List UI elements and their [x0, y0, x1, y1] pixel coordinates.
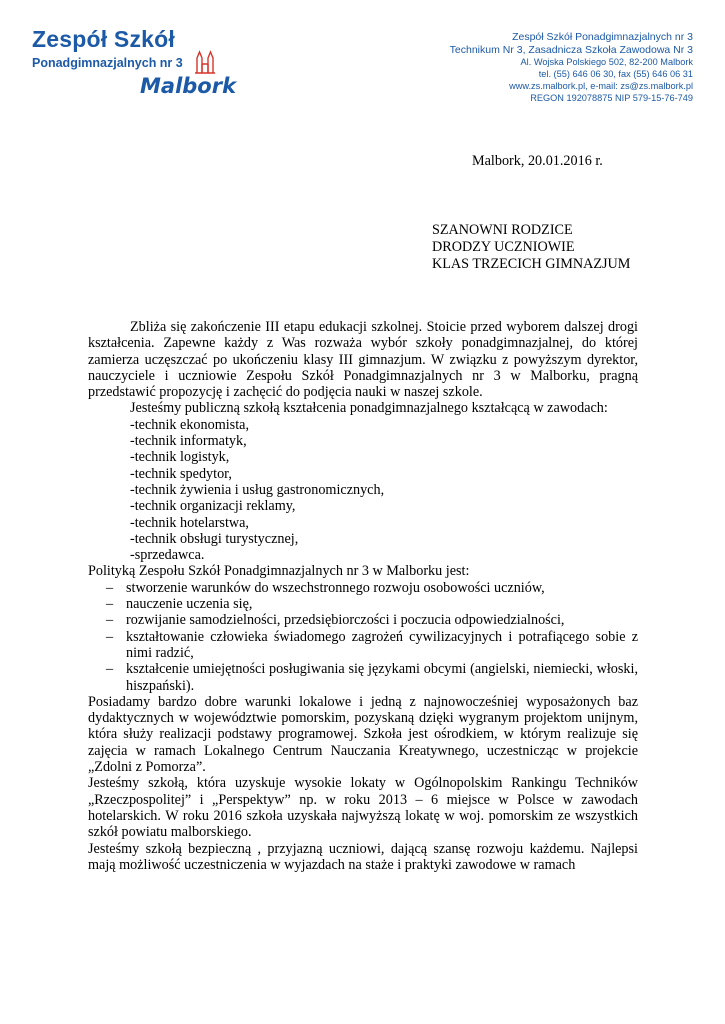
list-item — [88, 580, 638, 596]
list-item — [88, 629, 638, 662]
logo-city: Malbork — [140, 74, 237, 98]
logo-subtitle: Ponadgimnazjalnych nr 3 — [32, 56, 183, 70]
list-item — [88, 612, 638, 628]
header-address: Al. Wojska Polskiego 502, 82-200 Malbork — [520, 57, 693, 67]
salutation-line: SZANOWNI RODZICE — [432, 222, 573, 238]
castle-icon — [194, 48, 216, 74]
list-item: -technik organizacji reklamy, — [130, 498, 296, 515]
list-item: -technik spedytor, — [130, 465, 232, 482]
list-item-text: kształcenie umiejętności posługiwania się językami obcymi (angielski, niemiecki, włoski, hiszpański). — [126, 661, 638, 694]
dash-bullet: – — [106, 612, 114, 629]
salutation-line: DRODZY UCZNIOWIE — [432, 239, 575, 255]
header-school-units: Technikum Nr 3, Zasadnicza Szkoła Zawodowa Nr 3 — [449, 43, 693, 56]
policy-intro: Polityką Zespołu Szkół Ponadgimnazjalnych nr 3 w Malborku jest: — [88, 563, 470, 580]
list-item: -sprzedawca. — [130, 547, 205, 564]
list-item — [88, 596, 638, 612]
salutation-line: KLAS TRZECICH GIMNAZJUM — [432, 256, 631, 272]
policy-list — [88, 580, 638, 694]
professions-list — [88, 417, 638, 564]
intro-paragraph: Zbliża się zakończenie III etapu edukacji szkolnej. Stoicie przed wyborem dalszej drogi kształcenia. Zapewne każdy z Was rozważa wybór szkoły ponadgimnazjalnej, do której zamierza uczęszczać po ukończeniu klasy III gimnazjum. W związku z powyższym dyrektor, nauczyciele i uczniowie Zespołu Szkół Ponadgimnazjalnych nr 3 w Malborku, pragną przedstawić propozycję i zachęcić do podjęcia nauki w naszej szkole. — [88, 319, 638, 401]
letterhead-contact — [450, 31, 693, 104]
header-phone: tel. (55) 646 06 30, fax (55) 646 06 31 — [538, 69, 693, 79]
list-item: -technik logistyk, — [130, 449, 230, 466]
dash-bullet: – — [106, 628, 114, 645]
rankings-paragraph: Jesteśmy szkołą, która uzyskuje wysokie lokaty w Ogólnopolskim Rankingu Techników „Rzeczpospolitej” i „Perspektyw” np. w roku 2013 – 6 miejsce w Polsce w zawodach hotelarskich. W roku 2016 szkoła uzyskała najwyższą lokatę w woj. pomorskim ze wszystkich szkół powiatu malborskiego. — [88, 775, 638, 841]
list-item-text: rozwijanie samodzielności, przedsiębiorczości i poczucia odpowiedzialności, — [126, 612, 565, 629]
school-logo — [30, 26, 245, 116]
facilities-paragraph: Posiadamy bardzo dobre warunki lokalowe i jedną z najnowocześniej wyposażonych baz dydaktycznych w województwie pomorskim, pozyskaną dzięki wygranym projektom unijnym, która służy realizacji podstawy programowej. Szkoła jest ośrodkiem, w którym realizuje się zajęcia w ramach Lokalnego Centrum Nauczania Kreatywnego, uczestnicząc w projekcie „Zdolni z Pomorza”. — [88, 693, 638, 776]
list-item-text: stworzenie warunków do wszechstronnego rozwoju osobowości uczniów, — [126, 579, 545, 596]
logo-title: Zespół Szkół — [32, 26, 175, 52]
dash-bullet: – — [106, 596, 114, 613]
dash-bullet: – — [106, 661, 114, 678]
list-item — [88, 661, 638, 694]
header-regon-nip: REGON 192078875 NIP 579-15-76-749 — [530, 93, 693, 103]
list-item: -technik obsługi turystycznej, — [130, 530, 299, 547]
header-web-email: www.zs.malbork.pl, e-mail: zs@zs.malbork.pl — [509, 81, 693, 91]
list-item-text: nauczenie uczenia się, — [126, 596, 253, 613]
list-item-text: kształtowanie człowieka świadomego zagrożeń cywilizacyjnych i potrafiącego sobie z nimi radzić, — [126, 628, 638, 661]
letter-date: Malbork, 20.01.2016 r. — [472, 153, 603, 169]
school-type-paragraph: Jesteśmy publiczną szkołą kształcenia ponadgimnazjalnego kształcącą w zawodach: — [130, 400, 608, 417]
list-item: -technik żywienia i usług gastronomicznych, — [130, 481, 385, 498]
list-item: -technik ekonomista, — [130, 416, 249, 433]
salutation — [432, 222, 630, 273]
list-item: -technik informatyk, — [130, 433, 247, 450]
dash-bullet: – — [106, 579, 114, 596]
header-school-name: Zespół Szkół Ponadgimnazjalnych nr 3 — [512, 31, 693, 43]
letter-body — [88, 319, 638, 873]
list-item: -technik hotelarstwa, — [130, 514, 249, 531]
safety-paragraph: Jesteśmy szkołą bezpieczną , przyjazną uczniowi, dającą szansę rozwoju każdemu. Najlepsi mają możliwość uczestniczenia w wyjazdach na staże i praktyki zawodowe w ramach — [88, 840, 638, 873]
